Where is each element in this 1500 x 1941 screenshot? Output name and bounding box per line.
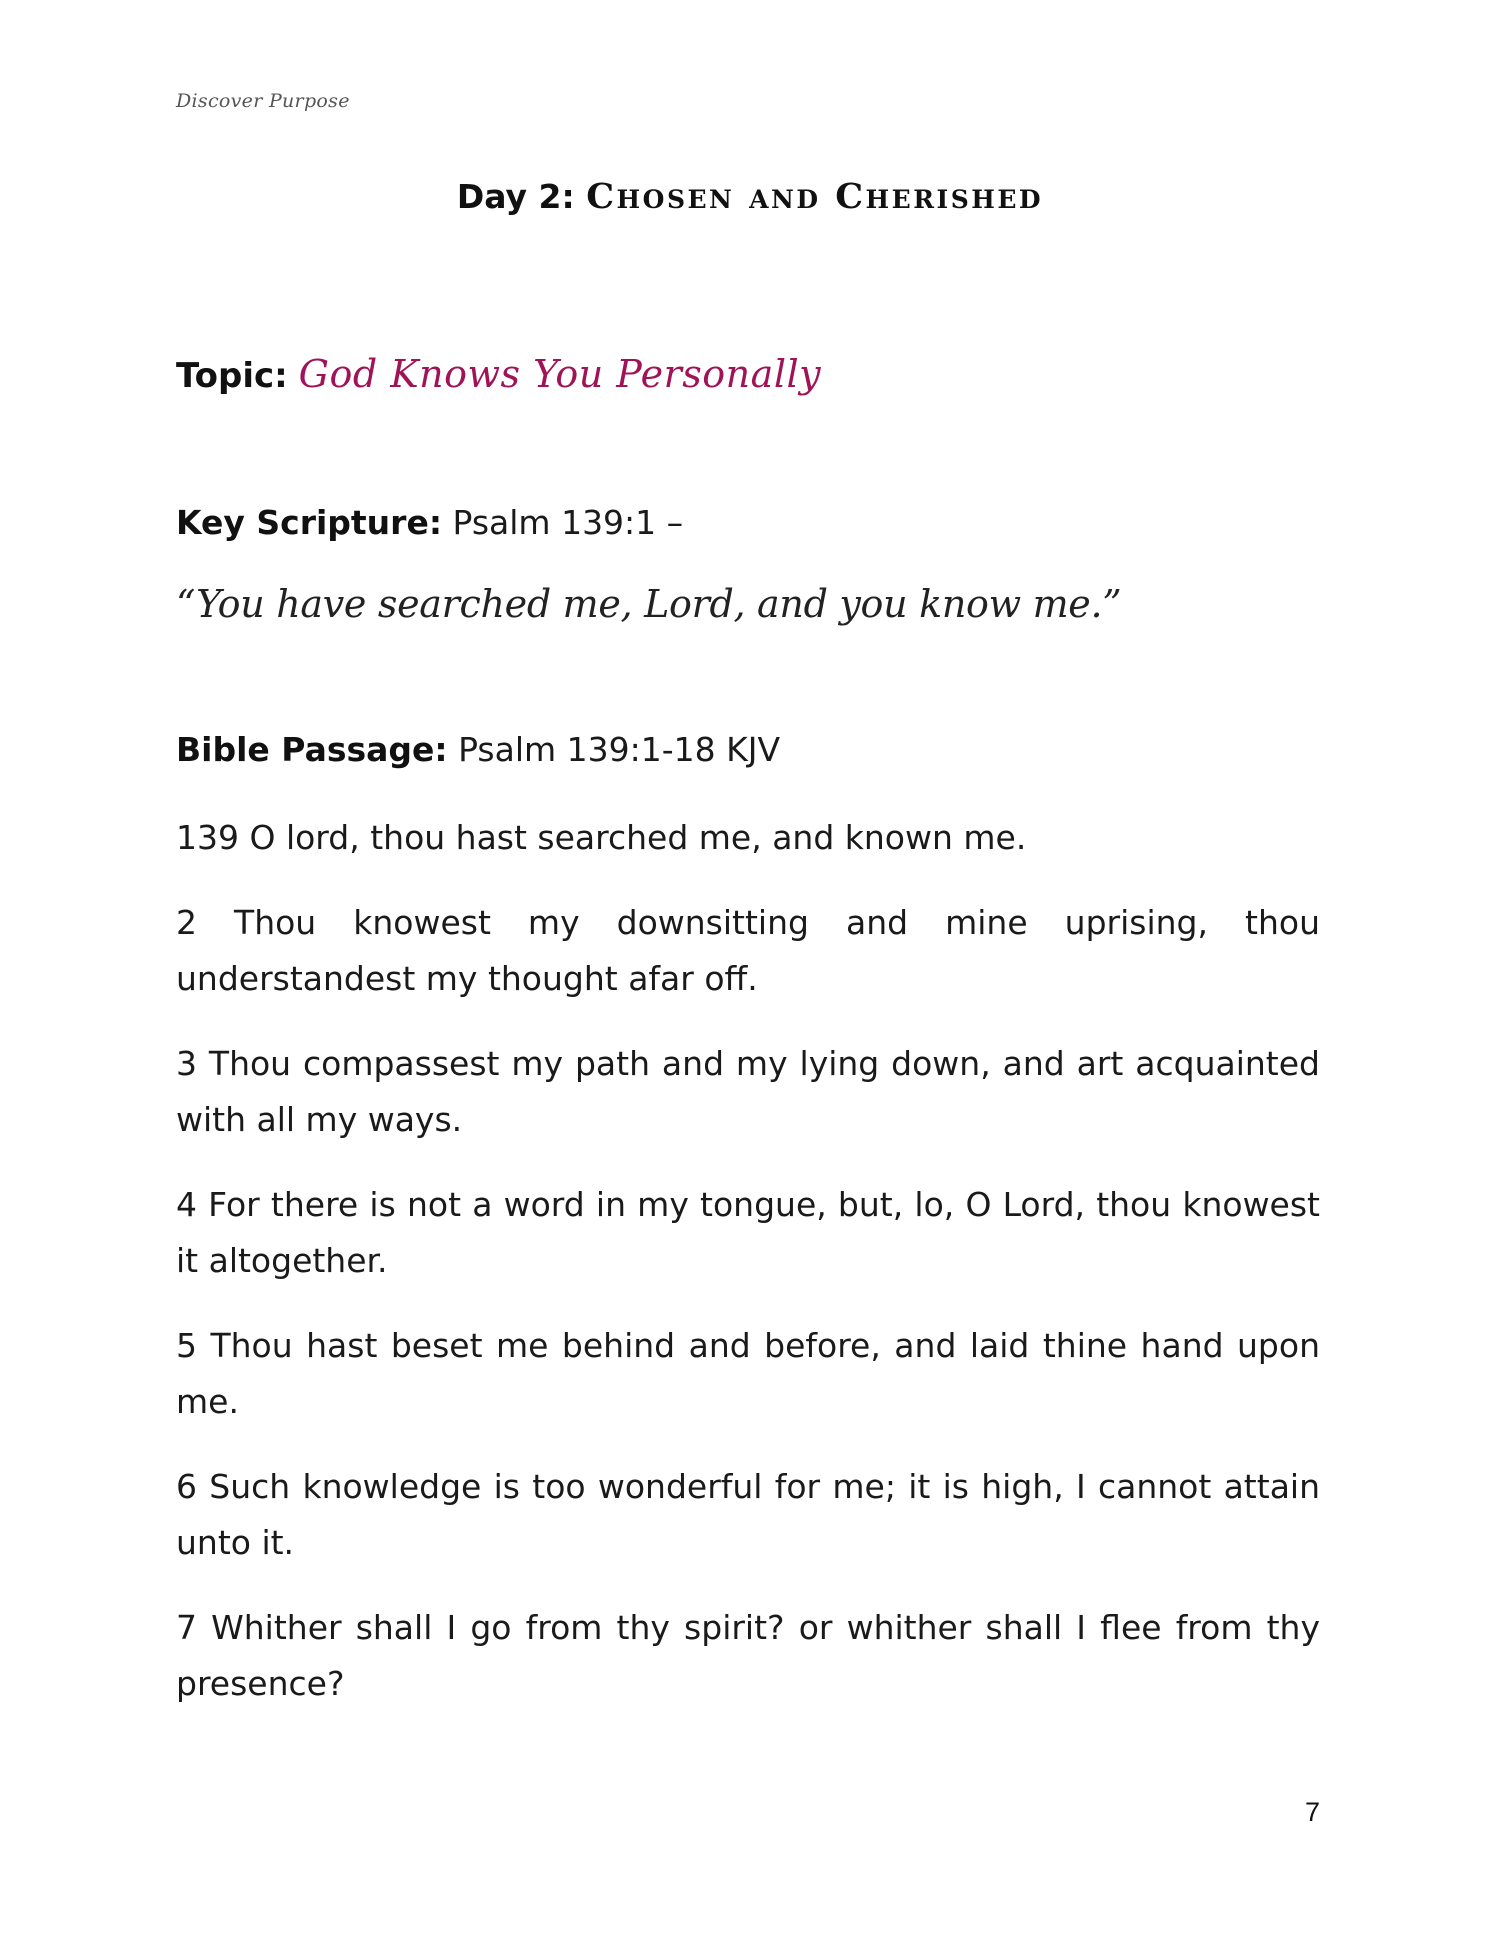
topic-value: God Knows You Personally bbox=[298, 352, 822, 396]
day-number: Day 2: bbox=[456, 177, 575, 216]
key-scripture-reference: Psalm 139:1 – bbox=[452, 503, 684, 542]
day-name: Chosen and Cherished bbox=[586, 176, 1044, 217]
running-header: Discover Purpose bbox=[176, 90, 350, 112]
page-number: 7 bbox=[1304, 1797, 1320, 1827]
verse-1: 139 O lord, thou hast searched me, and known me. bbox=[176, 818, 1027, 857]
topic-line bbox=[176, 352, 821, 396]
key-scripture-quote: “You have searched me, Lord, and you know me.” bbox=[176, 582, 1122, 626]
key-scripture-line bbox=[176, 503, 683, 542]
bible-passage-line bbox=[176, 730, 780, 769]
verse-7: 7 Whither shall I go from thy spirit? or whither shall I flee from thy presence? bbox=[176, 1608, 1320, 1703]
bible-passage-reference: Psalm 139:1-18 KJV bbox=[458, 730, 781, 769]
verse-6: 6 Such knowledge is too wonderful for me; it is high, I cannot attain unto it. bbox=[176, 1467, 1320, 1562]
verse-list bbox=[176, 810, 1320, 1741]
key-scripture-label: Key Scripture: bbox=[176, 503, 443, 542]
verse-4: 4 For there is not a word in my tongue, but, lo, O Lord, thou knowest it altogether. bbox=[176, 1185, 1320, 1280]
topic-label: Topic: bbox=[176, 356, 288, 396]
verse-2: 2 Thou knowest my downsitting and mine uprising, thou understandest my thought afar off. bbox=[176, 903, 1320, 998]
verse-5: 5 Thou hast beset me behind and before, and laid thine hand upon me. bbox=[176, 1326, 1320, 1421]
bible-passage-label: Bible Passage: bbox=[176, 730, 448, 769]
verse-3: 3 Thou compassest my path and my lying down, and art acquainted with all my ways. bbox=[176, 1044, 1320, 1139]
page-title bbox=[0, 176, 1500, 217]
